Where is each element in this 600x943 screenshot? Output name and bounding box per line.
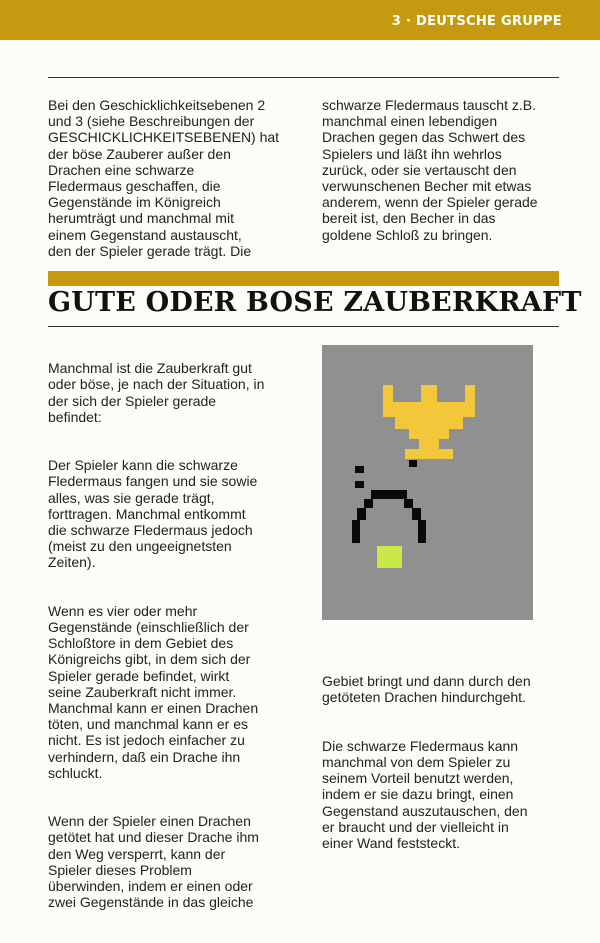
paragraph-vier-gegenstaende: Wenn es vier oder mehr Gegenstände (einschließlich der Schloßtore in dem Gebiet des Königreichs gibt, in dem sich der Spieler gerade befindet, wirkt seine Zauberkraft nicht immer. Manchmal kann er einen Drachen töten, und manchmal kann er es nicht. Es ist jedoch einfacher zu verhindern, daß ein Drache ihn schluckt. <box>48 602 259 781</box>
top-divider <box>48 77 559 78</box>
paragraph-fledermaus-vorteil: Die schwarze Fledermaus kann manchmal von dem Spieler zu seinem Vorteil benutzt werden, indem er sie dazu bringt, einen Gegenstand auszutauschen, den er braucht und der vielleicht in einer Wand feststeckt. <box>322 737 528 852</box>
intro-right-column: schwarze Fledermaus tauscht z.B. manchmal einen lebendigen Drachen gegen das Schwert des Spielers und läßt ihn wehrlos zurück, oder sie vertauscht den verwunschenen Becher mit etwas anderem, wenn der Spieler gerade bereit ist, den Becher in das goldene Schloß zu bringen. <box>322 97 538 243</box>
game-screenshot <box>322 345 533 620</box>
paragraph-zauberkraft-intro: Manchmal ist die Zauberkraft gut oder böse, je nach der Situation, in der sich der Spieler gerade befindet: <box>48 360 265 425</box>
heading-underline <box>48 326 559 327</box>
section-left-column <box>48 344 298 943</box>
chalice-icon <box>383 385 475 459</box>
paragraph-fledermaus-fangen: Der Spieler kann die schwarze Fledermaus fangen und sie sowie alles, was sie gerade trägt, forttragen. Manchmal entkommt die schwarze Fledermaus jedoch (meist zu den ungeeignetsten Zeiten). <box>48 457 258 571</box>
header-bar <box>0 0 600 40</box>
section-heading: GUTE ODER BOSE ZAUBERKRAFT <box>48 287 582 318</box>
paragraph-drachen-hindurch: Gebiet bringt und dann durch den getöteten Drachen hindurchgeht. <box>322 673 531 706</box>
section-gold-bar <box>48 271 559 286</box>
paragraph-drachen-getoetet: Wenn der Spieler einen Drachen getötet hat und dieser Drache ihm den Weg versperrt, kann der Spieler dieses Problem überwinden, indem er einen oder zwei Gegenstände in das gleiche <box>48 813 259 911</box>
section-label: 3 · DEUTSCHE GRUPPE <box>391 14 562 29</box>
section-right-column <box>322 657 572 883</box>
key-object <box>377 546 402 568</box>
intro-left-column: Bei den Geschicklichkeitsebenen 2 und 3 (siehe Beschreibungen der GESCHICKLICHKEITSEBENEN) hat der böse Zauberer außer den Drachen eine schwarze Fledermaus geschaffen, die Gegenstände im Königreich herumträgt und manchmal mit einem Gegenstand austauscht, den der Spieler gerade trägt. Die <box>48 97 280 259</box>
